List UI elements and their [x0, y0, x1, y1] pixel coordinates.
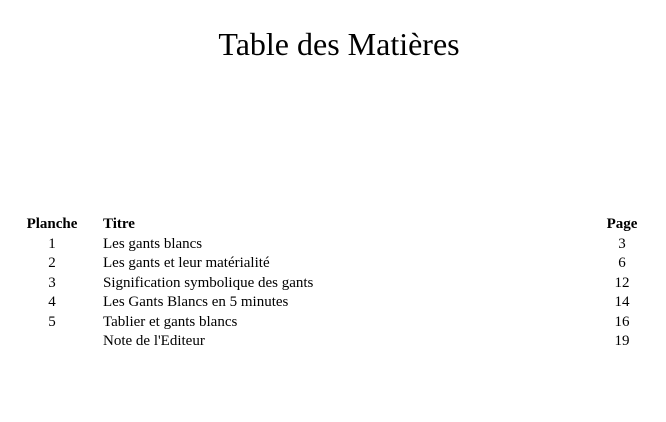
- entry-title: Les gants et leur matérialité: [103, 255, 270, 271]
- page-number: 19: [614, 333, 630, 349]
- entry-title: Signification symbolique des gants: [103, 274, 314, 291]
- page-number: 14: [614, 294, 630, 310]
- header-titre: Titre: [103, 216, 135, 232]
- planche-number: [13, 332, 91, 352]
- page-number: 6: [618, 255, 626, 271]
- table-row: [13, 332, 643, 352]
- table-header-row: [13, 215, 643, 235]
- table-row: [13, 254, 643, 274]
- header-page: Page: [606, 216, 638, 232]
- entry-title: Les Gants Blancs en 5 minutes: [103, 294, 289, 310]
- table-row: [13, 313, 643, 333]
- page-number: 3: [618, 235, 626, 252]
- entry-title: Tablier et gants blancs: [103, 313, 238, 330]
- planche-number: 4: [48, 294, 56, 310]
- planche-number: 2: [48, 255, 56, 271]
- page-number: 16: [614, 313, 630, 330]
- table-row: [13, 293, 643, 313]
- entry-title: Note de l'Editeur: [103, 333, 205, 349]
- header-planche: Planche: [26, 216, 78, 232]
- table-of-contents: [13, 215, 643, 352]
- planche-number: 3: [48, 274, 56, 291]
- page-title: Table des Matières: [218, 26, 460, 62]
- planche-number: 5: [48, 313, 56, 330]
- page-number: 12: [614, 274, 630, 291]
- table-row: [13, 235, 643, 255]
- entry-title: Les gants blancs: [103, 235, 203, 252]
- table-row: [13, 274, 643, 294]
- planche-number: 1: [48, 235, 56, 252]
